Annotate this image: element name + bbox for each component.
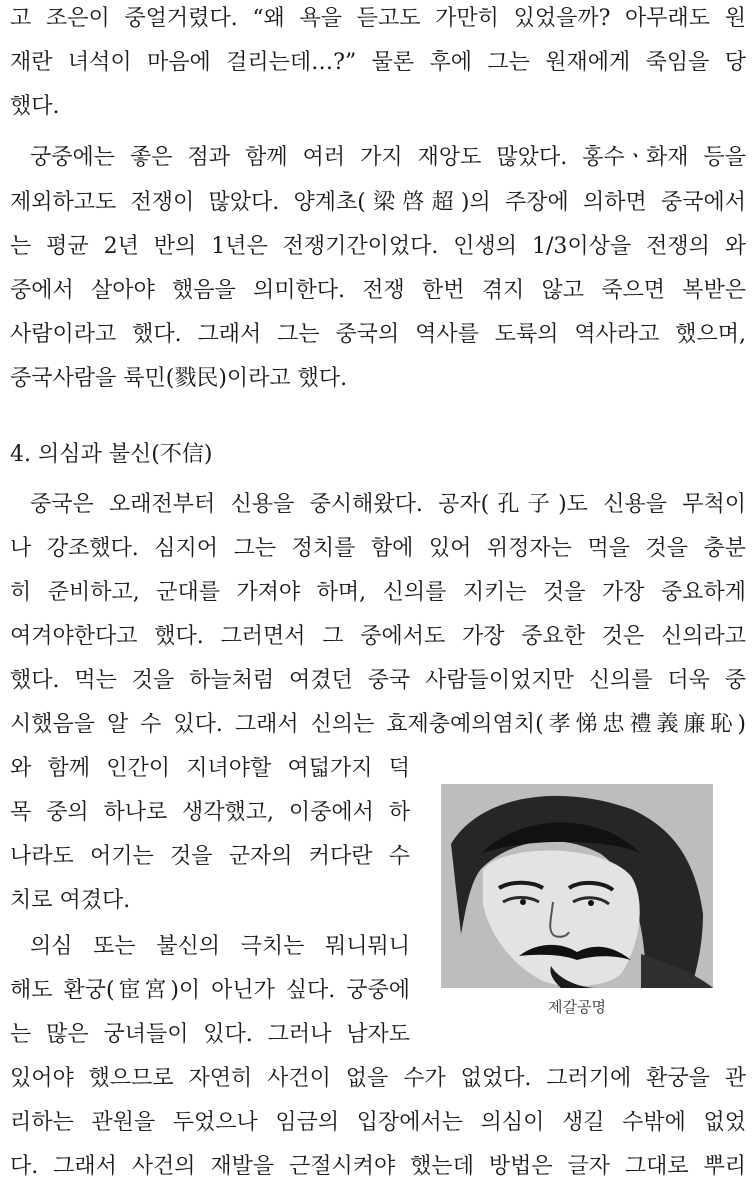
portrait-illustration bbox=[441, 784, 713, 988]
text-line: 해도 환궁(宦宮)이 아닌가 싶다. 궁중에 bbox=[10, 978, 410, 1003]
text-line: 리하는 관원을 두었으나 임금의 입장에서는 의심이 생길 수밖에 없었 bbox=[10, 1110, 746, 1135]
portrait-image bbox=[441, 784, 713, 988]
text-line: 중국은 오래전부터 신용을 중시해왔다. 공자(孔子)도 신용을 무척이 bbox=[30, 492, 746, 517]
text-line: 재란 녀석이 마음에 걸리는데…?” 물론 후에 그는 원재에게 죽임을 당 bbox=[10, 50, 746, 75]
text-line: 나 강조했다. 심지어 그는 정치를 함에 있어 위정자는 먹을 것을 충분 bbox=[10, 536, 746, 561]
text-line: 했다. 먹는 것을 하늘처럼 여겼던 중국 사람들이었지만 신의를 더욱 중 bbox=[10, 668, 746, 693]
text-line: 사람이라고 했다. 그래서 그는 중국의 역사를 도륙의 역사라고 했으며, bbox=[10, 322, 746, 347]
text-line: 했다. bbox=[10, 94, 60, 119]
figure-caption: 제갈공명 bbox=[548, 998, 606, 1016]
text-line: 여겨야한다고 했다. 그러면서 그 중에서도 가장 중요한 것은 신의라고 bbox=[10, 624, 746, 649]
text-line: 와 함께 인간이 지녀야할 여덟가지 덕 bbox=[10, 756, 410, 781]
text-line: 고 조은이 중얼거렸다. “왜 욕을 듣고도 가만히 있었을까? 아무래도 원 bbox=[10, 6, 746, 31]
text-line: 히 준비하고, 군대를 가져야 하며, 신의를 지키는 것을 가장 중요하게 bbox=[10, 580, 746, 605]
text-line: 의심 또는 불신의 극치는 뭐니뭐니 bbox=[30, 934, 410, 959]
text-line: 궁중에는 좋은 점과 함께 여러 가지 재앙도 많았다. 홍수ㆍ화재 등을 bbox=[30, 145, 746, 170]
text-line: 는 많은 궁녀들이 있다. 그러나 남자도 bbox=[10, 1022, 410, 1047]
text-line: 치로 여겼다. bbox=[10, 888, 131, 913]
text-line: 는 평균 2년 반의 1년은 전쟁기간이었다. 인생의 1/3이상을 전쟁의 와 bbox=[10, 234, 746, 259]
text-line: 다. 그래서 사건의 재발을 근절시켜야 했는데 방법은 글자 그대로 뿌리 bbox=[10, 1154, 746, 1179]
text-line: 중에서 살아야 했음을 의미한다. 전쟁 한번 겪지 않고 죽으면 복받은 bbox=[10, 278, 746, 303]
text-line: 제외하고도 전쟁이 많았다. 양계초(梁啓超)의 주장에 의하면 중국에서 bbox=[10, 190, 746, 215]
text-line: 목 중의 하나로 생각했고, 이중에서 하 bbox=[10, 800, 410, 825]
text-line: 있어야 했으므로 자연히 사건이 없을 수가 없었다. 그러기에 환궁을 관 bbox=[10, 1066, 746, 1091]
text-line: 중국사람을 륙민(戮民)이라고 했다. bbox=[10, 366, 348, 391]
text-line: 나라도 어기는 것을 군자의 커다란 수 bbox=[10, 844, 410, 869]
text-line: 시했음을 알 수 있다. 그래서 신의는 효제충예의염치(孝悌忠禮義廉恥) bbox=[10, 712, 746, 737]
section-heading: 4. 의심과 불신(不信) bbox=[10, 442, 213, 467]
